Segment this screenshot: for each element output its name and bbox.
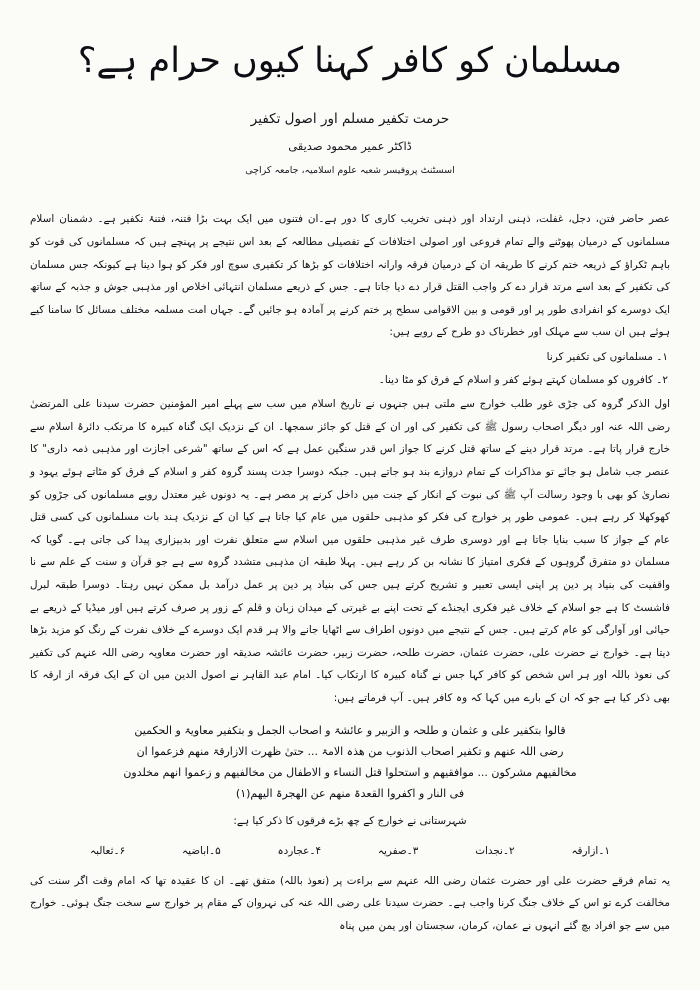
- arabic-quotation-block: [30, 720, 670, 804]
- quote-line: قالوا بتکفیر علی و عثمان و طلحہ و الزبیر و عائشۃ و اصحاب الجمل و بتکفیر معاویۃ و الحکمین: [134, 723, 566, 737]
- sect-item: ۵۔اباضیہ: [182, 844, 221, 857]
- body-paragraph-3: یہ تمام فرقے حضرت علی اور حضرت عثمان رضی اللہ عنہم سے براءت پر (نعوذ باللہ) متفق تھے۔ ان کا عقیدہ تھا کہ امام وقت اگر سنت کی مخالفت کرے تو اس کے خلاف جنگ کرنا واجب ہے۔ حضرت سیدنا علی رضی اللہ عنہ کی نہروان کے مقام پر خوارج سے سخت جنگ ہوئی۔ خوارج میں سے جو افراد بچ گئے انہوں نے عمان، کرمان، سجستان اور یمن میں پناہ: [30, 874, 670, 932]
- author-affiliation: اسسٹنٹ پروفیسر شعبہ علوم اسلامیہ، جامعہ کراچی: [245, 165, 455, 177]
- body-paragraph-1: عصر حاضر فتن، دجل، غفلت، ذہنی ارتداد اور ذہنی تخریب کاری کا دور ہے۔ان فتنوں میں ایک بہت بڑا فتنہ، فتنۂ تکفیر ہے۔ دشمنان اسلام مسلمانوں کے درمیان پھوٹنے والے تمام فروعی اور اصولی اختلافات کے تفصیلی مطالعہ کے بعد اس نتیجے پر پہنچے ہیں کہ مسلمانوں کی قوت کو باہم ٹکراؤ کے ذریعہ ختم کرنے کا طریقہ ان کے درمیان فرقہ وارانہ اختلافات کو بڑھا کر تکفیری سوچ اور فکر کو ہوا دینا ہے کیونکہ جس مسلمان کی تکفیر کے بعد اسے مرتد قرار دے کر واجب القتل قرار دے دیا جاتا ہے۔ جس کے ذریعے مسلمان انتہائی اخلاص اور مذہبی جوش و جذبہ کے ساتھ ایک دوسرے کو انفرادی طور پر اور قومی و بین الاقوامی سطح پر ختم کرنے پر آمادہ ہو جائیں گے۔ جہاں امت مسلمہ مختلف مسائل کا سامنا کیے ہوئے ہیں ان سب سے مہلک اور خطرناک دو طرح کے رویے ہیں:: [30, 213, 670, 339]
- page-title: مسلمان کو کافر کہنا کیوں حرام ہے؟: [77, 41, 623, 81]
- document-subtitle: حرمت تکفیر مسلم اور اصول تکفیر: [250, 110, 450, 127]
- sect-item: ۲۔نجدات: [475, 844, 515, 857]
- body-paragraph-2: اول الذکر گروہ کی جڑی غور طلب خوارج سے ملتی ہیں جنہوں نے تاریخ اسلام میں سب سے پہلے امیر المؤمنین حضرت سیدنا علی المرتضیٰ رضی اللہ عنہ اور دیگر اصحاب رسول ﷺ کی تکفیر کی اور ان کے قتل کو جائز سمجھا۔ ان کے نزدیک ایک گناہ کبیرہ کا مرتکب دائرۂ اسلام سے خارج قرار پاتا ہے۔ مرتد قرار دینے کے ساتھ قتل کرنے کا جواز اس قدر سنگین عمل ہے کہ اس کے ساتھ "شرعی اجازت اور مذہبی ذمہ داری" کا عنصر جب شامل ہو جائے تو مذاکرات کے تمام دروازے بند ہو جاتے ہیں۔ جبکہ دوسرا جدت پسند گروہ کفر و اسلام کے فرق کو مٹاتے ہوئے یہود و نصاریٰ کو بھی با وجود رسالت آپ ﷺ کی نبوت کے انکار کے جنت میں داخل کرنے پر مصر ہے۔ یہ دونوں غیر معتدل رویے مسلمانوں کی جڑوں کو کھوکھلا کر رہے ہیں۔ عمومی طور پر خوارج کی فکر کو مذہبی حلقوں میں عام کیا جاتا ہے کیا ان کے نزدیک ہند بات مسلمانوں کی کسی قتل عام کے جواز کا سبب بنایا جاتا ہے اور دوسری طرف غیر مذہبی حلقوں میں اسلام سے متعلق نفرت اور بدبیزاری پیدا کی جاتی ہے۔ گویا کہ مسلمان دو متفرق گروہوں کے فکری امتیاز کا نشانہ بن کر رہے ہیں۔ پہلا طبقہ ان مذہبی متشدد گروہ سے ہے جو قرآن و سنت کے علم سے نا واقفیت کی بنیاد پر دین پر اپنی ایسی تعبیر و تشریح کرتے ہیں جس کی بنیاد پر دین پر عمل درآمد بل ممکن نہیں رہتا۔ دوسرا طبقہ لبرل فاشسٹ کا ہے جو اسلام کے خلاف غیر فکری ایجنڈے کے تحت اپنے بے غیرتی کے میدان زبان و قلم کے زور پر صرف کرتے ہیں اور میڈیا کے ذریعے بے حیائی اور آوارگی کو عام کرتے ہیں۔ جس کے نتیجے میں دونوں اطراف سے اٹھایا جانے والا ہر قدم ایک دوسرے کے خلاف نفرت کے رنگ کو مزید بڑھا دیتا ہے۔ خوارج نے حضرت علی، حضرت عثمان، حضرت طلحہ، حضرت زبیر، حضرت عائشہ صدیقہ اور حضرت معاویہ رضی اللہ عنہم کی تکفیر کی نعوذ باللہ اور ہر اس شخص کو کافر کہا جس نے گناہ کبیرہ کا ارتکاب کیا۔ امام عبد القاہر نے اصول الدین میں ان کے ایک فرقہ از ارقہ کا بھی ذکر کیا ہے جو کہ ان کے بارے میں کہا کہ وہ کافر ہیں۔ آپ فرماتے ہیں:: [30, 398, 670, 704]
- quote-line: رضی اللہ عنھم و تکفیر اصحاب الذنوب من ھذہ الامۃ ... حتیٰ ظھرت الازارقۃ منھم فزعموا ان: [136, 744, 564, 758]
- list-item: ۲۔ کافروں کو مسلمان کہتے ہوئے کفر و اسلام کے فرق کو مٹا دینا۔: [378, 373, 668, 386]
- sect-item: ۶۔ثعالبہ: [90, 844, 126, 857]
- list-item: ۱۔ مسلمانوں کی تکفیر کرنا: [546, 351, 668, 363]
- quote-line: فی النار و اکفروا القعدۃ منھم عن الھجرۃ الیھم(۱): [235, 786, 465, 800]
- quote-line: مخالفیھم مشرکون ... موافقیھم و استحلوا قتل النساء و الاطفال من مخالفیھم و زعموا انھم مخلدون: [123, 765, 577, 779]
- article-body: [30, 208, 670, 937]
- masthead: [30, 0, 670, 178]
- sect-item: ۴۔عجاردہ: [277, 844, 322, 857]
- source-attribution-line: شہرستانی نے خوارج کے چھ بڑے فرقوں کا ذکر کیا ہے:: [233, 814, 467, 827]
- sect-item: ۳۔صفریہ: [377, 844, 419, 857]
- numbered-list: [30, 346, 670, 391]
- author-name: ڈاکٹر عمیر محمود صدیقی: [288, 138, 412, 153]
- sect-item: ۱۔ازارقہ: [571, 844, 610, 857]
- sect-list: [84, 840, 616, 862]
